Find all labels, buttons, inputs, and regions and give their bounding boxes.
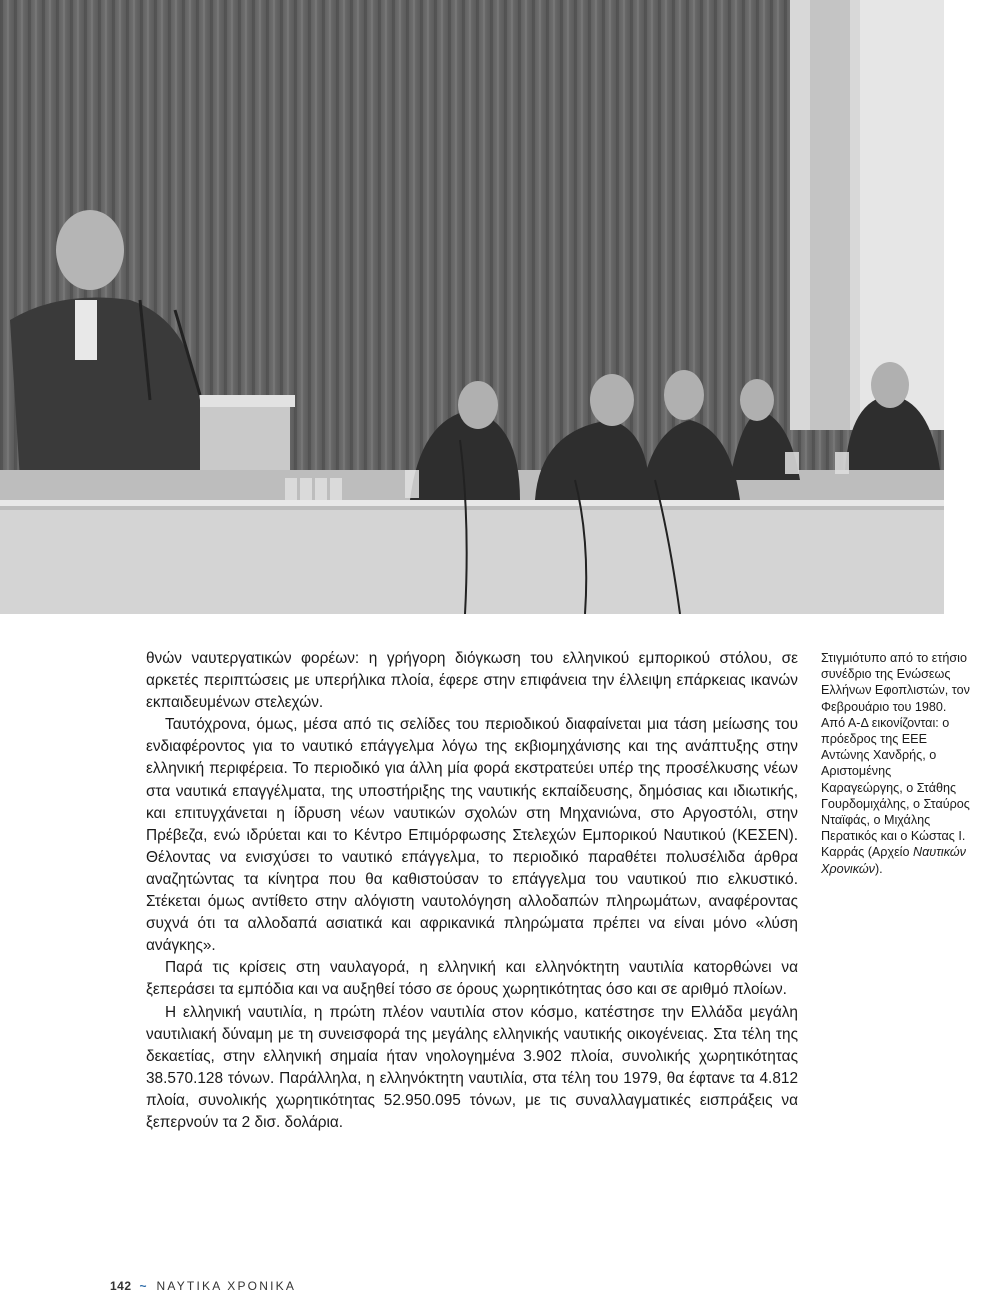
page-number: 142	[110, 1279, 132, 1293]
conference-photo-icon	[0, 0, 944, 614]
paragraph-4: Η ελληνική ναυτιλία, η πρώτη πλέον ναυτιλία στον κόσμο, κατέστησε την Ελλάδα μεγάλη ναυτιλιακή δύναμη με τη συνεισφορά της μεγάλης ελληνικής ναυτικής οικογένειας. Στα τέλη της δεκαετίας, στην ελληνική σημαία ήταν νηολογημένα 3.902 πλοία, συνολικής χωρητικότητας 38.570.128 τόνων. Παράλληλα, η ελληνόκτητη ναυτιλία, στα τέλη του 1979, θα έφτανε τα 4.812 πλοία, συνολικής χωρητικότητας 52.950.095 τόνων, με τις συναλλαγματικές εισπράξεις να ξεπερνούν τα 2 δισ. δολάρια.	[146, 1003, 798, 1131]
caption-end: ).	[874, 861, 883, 876]
paragraph-1: θνών ναυτεργατικών φορέων: η γρήγορη διόγκωση του ελληνικού εμπορικού στόλου, σε αρκετές περιπτώσεις με υπερήλικα πλοία, έφερε στην επιφάνεια την έλλειψη επάρκειας ικανών εκπαιδευμένων στελεχών.	[146, 650, 798, 712]
footer-separator: ~	[139, 1279, 147, 1293]
paragraph-2: Ταυτόχρονα, όμως, μέσα από τις σελίδες του περιοδικού διαφαίνεται μια τάση μείωσης του ενδιαφέροντος για το ναυτικό επάγγελμα λόγω της εκβιομηχάνισης και της ανάπτυξης στην ελληνική περιφέρεια. Το περιοδικό για άλλη μία φορά εκστρατεύει υπέρ της προσέλκυσης νέων στα ναυτικά επαγγέλματα, της υποστήριξης της ναυτικής εκπαίδευσης, δημόσιας και ιδιωτικής, και επιτυγχάνεται η ίδρυση νέων ναυτικών σχολών στη Μηχανιώνα, στο Αργοστόλι, στην Πρέβεζα, ενώ ιδρύεται και το Κέντρο Επιμόρφωσης Στελεχών Εμπορικού Ναυτικού (ΚΕΣΕΝ). Θέλοντας να ενισχύσει το ναυτικό επάγγελμα, το περιοδικό παραθέτει πολυσέλιδα άρθρα αναζητώντας τα κίνητρα που θα καθιστούσαν το επάγγελμα του ναυτικού πιο ελκυστικό. Στέκεται όμως αντίθετο στην αλόγιστη ναυτολόγηση αλλοδαπών πληρωμάτων, αναφέροντας συχνά ότι τα αλλοδαπά ασιατικά και αφρικανικά πληρώματα πρέπει να είναι μόνο «λύση ανάγκης».	[146, 716, 798, 955]
photo-caption	[821, 650, 971, 877]
article-body	[146, 648, 798, 1134]
conference-photo	[0, 0, 944, 614]
caption-text: Στιγμιότυπο από το ετήσιο συνέδριο της Ενώσεως Ελλήνων Εφοπλιστών, τον Φεβρουάριο του 1980. Από Α-Δ εικονίζονται: ο πρόεδρος της ΕΕΕ Αντώνης Χανδρής, ο Αριστομένης Καραγεώργης, ο Στάθης Γουρδομιχάλης, ο Σταύρος Νταϊφάς, ο Μιχάλης Περατικός και ο Κώστας Ι. Καρράς (Αρχείο	[821, 651, 970, 860]
publication-name: ΝΑΥΤΙΚΑ ΧΡΟΝΙΚΑ	[156, 1279, 297, 1293]
caption-italic: Ναυτικών Χρονικών	[821, 845, 966, 876]
paragraph-3: Παρά τις κρίσεις στη ναυλαγορά, η ελληνική και ελληνόκτητη ναυτιλία κατορθώνει να ξεπεράσει τα εμπόδια και να αυξηθεί τόσο σε όρους χωρητικότητας όσο και σε αριθμό πλοίων.	[146, 959, 798, 999]
